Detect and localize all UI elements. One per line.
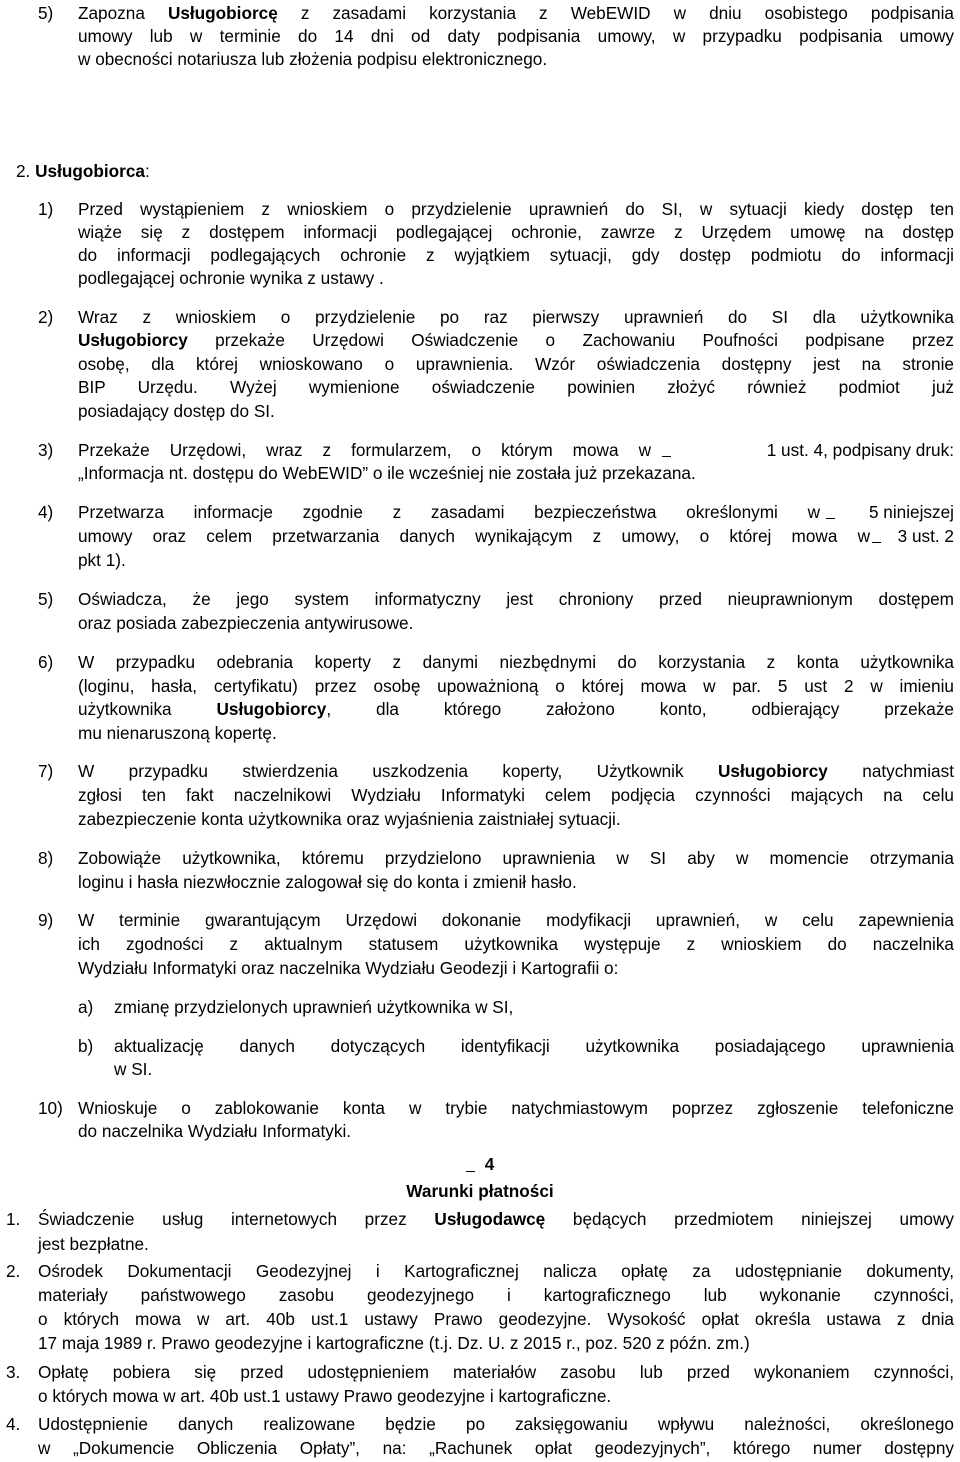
item-number: 6): [38, 652, 54, 672]
item-4-line-1a: Przetwarza informacje zgodnie z zasadami bezpieczeństwa określonymi w: [78, 502, 820, 522]
item-7-line-2: zgłosi ten fakt naczelnikowi Wydziału Informatyki celem podjęcia czynności mających na celu: [78, 785, 954, 805]
top-item-line-1-c: z zasadami korzystania z WebEWID w dniu osobistego podpisania: [277, 3, 954, 23]
item-8-line-2: loginu i hasła niezwłocznie zalogował się do konta i zmienił hasło.: [78, 872, 577, 892]
item-number: 2): [38, 307, 54, 327]
uslugobiorce-bold: Usługobiorcę: [167, 3, 278, 23]
item-a-line-1: zmianę przydzielonych uprawnień użytkownika w SI,: [114, 997, 514, 1017]
section-4-number: 4: [0, 1153, 960, 1175]
item-4-line-2b: 3 ust. 2: [897, 526, 954, 546]
item-number: 7): [38, 761, 54, 781]
item-2-line-4: BIP Urzędu. Wyżej wymienione oświadczenie powinien złożyć również podmiot już: [78, 377, 954, 397]
item-4-line-1b: 5 niniejszej: [868, 502, 954, 522]
item-5-line-2: oraz posiada zabezpieczenia antywirusowe.: [78, 613, 414, 633]
section-suffix: :: [144, 161, 150, 181]
item-2-line-2: Usługobiorcy przekaże Urzędowi Oświadczenie o Zachowaniu Poufności podpisane przez: [78, 330, 954, 350]
item-3-line-2: „Informacja nt. dostępu do WebEWID” o ile wcześniej nie została już przekazana.: [78, 463, 696, 483]
item-6-line-3: użytkownika Usługobiorcy, dla którego założono konto, odbierający przekaże: [78, 699, 954, 719]
item-number: 1): [38, 199, 54, 219]
item-7-line-1: W przypadku stwierdzenia uszkodzenia koperty, Użytkownik Usługobiorcy natychmiast: [78, 761, 954, 781]
payment-2-line-3: o których mowa w art. 40b ust.1 ustawy Prawo geodezyjne. Wysokość opłat określa ustawa z dnia: [38, 1309, 954, 1329]
item-9-line-1: W terminie gwarantującym Urzędowi dokonanie modyfikacji uprawnień, w celu zapewnienia: [78, 910, 954, 930]
section-symbol: [872, 525, 881, 547]
item-number: 4.: [6, 1414, 21, 1434]
item-number: 5): [38, 3, 54, 23]
item-6-line-4: mu nienaruszoną kopertę.: [78, 723, 277, 743]
payment-1-line-1: Świadczenie usług internetowych przez Usługodawcę będących przedmiotem niniejszej umowy: [38, 1209, 954, 1229]
section-symbol: [662, 439, 671, 461]
item-number: b): [78, 1036, 94, 1056]
bold-term: Usługobiorcy: [216, 699, 327, 719]
section-number: 2.: [16, 161, 31, 181]
payment-4-line-2: w „Dokumencie Obliczenia Opłaty”, na: „Rachunek opłat geodezyjnych”, którego numer dostępny: [38, 1438, 954, 1458]
item-6-line-1: W przypadku odebrania koperty z danymi niezbędnymi do korzystania z konta użytkownika: [78, 652, 954, 672]
section-title: Usługobiorca: [35, 161, 145, 181]
item-b-line-1: aktualizację danych dotyczących identyfikacji użytkownika posiadającego uprawnienia: [114, 1036, 954, 1056]
section-symbol: [826, 501, 835, 523]
item-b-line-2: w SI.: [114, 1059, 153, 1079]
item-number: 10): [38, 1098, 63, 1118]
item-1-line-3: do informacji podlegających ochronie z wyjątkiem sytuacji, gdy dostęp podmiotu do informacji: [78, 245, 954, 265]
section-symbol: [466, 1158, 475, 1172]
item-number: 2.: [6, 1261, 21, 1281]
item-2-line-1: Wraz z wnioskiem o przydzielenie po raz pierwszy uprawnień do SI dla użytkownika: [78, 307, 954, 327]
item-7-line-3: zabezpieczenie konta użytkownika oraz wyjaśnienia zaistniałej sytuacji.: [78, 809, 621, 829]
top-item-line-1-a: Zapozna: [78, 3, 168, 23]
bold-term: Usługodawcę: [434, 1209, 546, 1229]
payment-2-line-2: materiały państwowego zasobu geodezyjnego i kartograficznego lub wykonanie czynności,: [38, 1285, 954, 1305]
item-9-line-3: Wydziału Informatyki oraz naczelnika Wydziału Geodezji i Kartografii o:: [78, 958, 619, 978]
item-3-line-1a: Przekaże Urzędowi, wraz z formularzem, o którym mowa w: [78, 440, 651, 460]
payment-3-line-1: Opłatę pobiera się przed udostępnieniem materiałów zasobu lub przed wykonaniem czynności,: [38, 1362, 954, 1382]
item-1-line-2: wiąże się z dostępem informacji podlegającej ochronie, zawrze z Urzędem umowę na dostęp: [78, 222, 954, 242]
item-4-line-2a: umowy oraz celem przetwarzania danych wynikającym z umowy, o której mowa w: [78, 526, 870, 546]
item-1-line-1: Przed wystąpieniem z wnioskiem o przydzielenie uprawnień do SI, w sytuacji kiedy dostęp ten: [78, 199, 954, 219]
item-10-line-2: do naczelnika Wydziału Informatyki.: [78, 1121, 352, 1141]
top-item-line-1: [78, 2, 954, 24]
payment-2-line-1: Ośrodek Dokumentacji Geodezyjnej i Kartograficznej nalicza opłatę za udostępnianie dokumenty,: [38, 1261, 954, 1281]
item-10-line-1: Wnioskuje o zablokowanie konta w trybie natychmiastowym poprzez zgłoszenie telefoniczne: [78, 1098, 954, 1118]
bold-term: Usługobiorcy: [718, 761, 828, 781]
item-5-line-1: Oświadcza, że jego system informatyczny jest chroniony przed nieuprawnionym dostępem: [78, 589, 954, 609]
item-8-line-1: Zobowiąże użytkownika, któremu przydzielono uprawnienia w SI aby w momencie otrzymania: [78, 848, 954, 868]
item-2-line-5: posiadający dostęp do SI.: [78, 401, 275, 421]
item-number: 1.: [6, 1209, 21, 1229]
payment-4-line-1: Udostępnienie danych realizowane będzie po zaksięgowaniu wpływu należności, określonego: [38, 1414, 954, 1434]
item-6-line-2: (loginu, hasła, certyfikatu) przez osobę upoważnioną o której mowa w par. 5 ust 2 w imieniu: [78, 676, 954, 696]
top-item-line-2: umowy lub w terminie do 14 dni od daty podpisania umowy, w przypadku podpisania umowy: [78, 26, 954, 46]
section-heading: [16, 160, 150, 182]
bold-term: Usługobiorcy: [78, 330, 188, 350]
item-number: a): [78, 997, 94, 1017]
payment-1-line-2: jest bezpłatne.: [38, 1234, 149, 1254]
item-4-line-3: pkt 1).: [78, 550, 126, 570]
payment-2-line-4: 17 maja 1989 r. Prawo geodezyjne i kartograficzne (t.j. Dz. U. z 2015 r., poz. 520 z późn. zm.): [38, 1333, 750, 1353]
item-3-line-1b: 1 ust. 4, podpisany druk:: [766, 440, 954, 460]
item-2-line-3: osobę, dla której wnioskowano o uprawnienia. Wzór oświadczenia dostępny jest na stronie: [78, 354, 954, 374]
item-number: 4): [38, 502, 54, 522]
item-9-line-2: ich zgodności z aktualnym statusem użytkownika występuje z wnioskiem do naczelnika: [78, 934, 954, 954]
section-4-title: Warunki płatności: [406, 1181, 554, 1201]
item-1-line-4: podlegającej ochronie wynika z ustawy .: [78, 268, 384, 288]
top-item-line-3: w obecności notariusza lub złożenia podpisu elektronicznego.: [78, 49, 548, 69]
payment-3-line-2: o których mowa w art. 40b ust.1 ustawy Prawo geodezyjne i kartograficzne.: [38, 1386, 612, 1406]
item-number: 3): [38, 440, 54, 460]
item-number: 9): [38, 910, 54, 930]
item-number: 3.: [6, 1362, 21, 1382]
item-number: 5): [38, 589, 54, 609]
item-number: 8): [38, 848, 54, 868]
